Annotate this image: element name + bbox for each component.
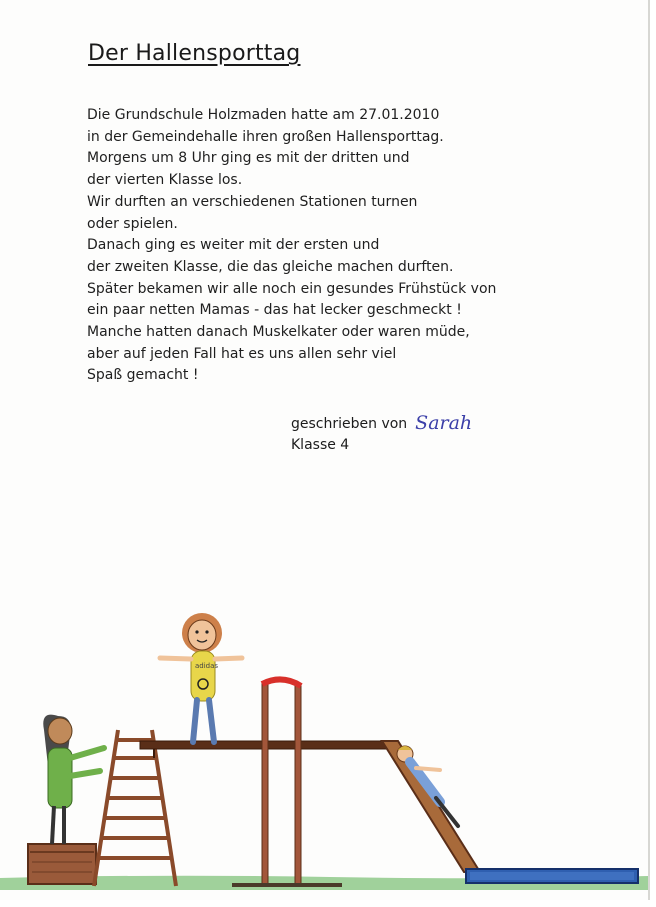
text-line: Morgens um 8 Uhr ging es mit der dritten und	[87, 150, 410, 167]
child-at-ladder	[43, 715, 104, 844]
page-title: Der Hallensporttag	[88, 41, 301, 66]
author-signature: Sarah	[415, 412, 473, 434]
child-on-beam	[160, 613, 242, 742]
text-line: Wir durften an verschiedenen Stationen turnen	[87, 193, 418, 210]
gym-drawing	[0, 590, 648, 900]
text-line: der vierten Klasse los.	[87, 172, 243, 189]
bar-uprights	[232, 679, 342, 887]
text-line: aber auf jeden Fall hat es uns allen sehr viel	[87, 345, 397, 362]
class-label: Klasse 4	[291, 437, 350, 453]
text-line: Danach ging es weiter mit der ersten und	[87, 237, 380, 254]
floor-mat	[466, 869, 638, 883]
byline	[291, 412, 472, 456]
text-line: in der Gemeindehalle ihren großen Hallensporttag.	[87, 128, 444, 145]
written-by-label: geschrieben von	[291, 416, 408, 432]
slide	[382, 741, 480, 872]
text-line: oder spielen.	[87, 215, 178, 232]
article-body	[87, 105, 547, 387]
text-line: der zweiten Klasse, die das gleiche machen durften.	[87, 258, 454, 275]
vault-box	[28, 844, 96, 884]
text-line: Manche hatten danach Muskelkater oder waren müde,	[87, 324, 470, 341]
text-line: Spaß gemacht !	[87, 367, 199, 384]
text-line: Später bekamen wir alle noch ein gesundes Frühstück von	[87, 280, 497, 297]
text-line: Die Grundschule Holzmaden hatte am 27.01.2010	[87, 107, 440, 123]
shirt-logo: adidas	[195, 662, 219, 670]
ladder	[94, 730, 176, 886]
text-line: ein paar netten Mamas - das hat lecker geschmeckt !	[87, 302, 462, 319]
